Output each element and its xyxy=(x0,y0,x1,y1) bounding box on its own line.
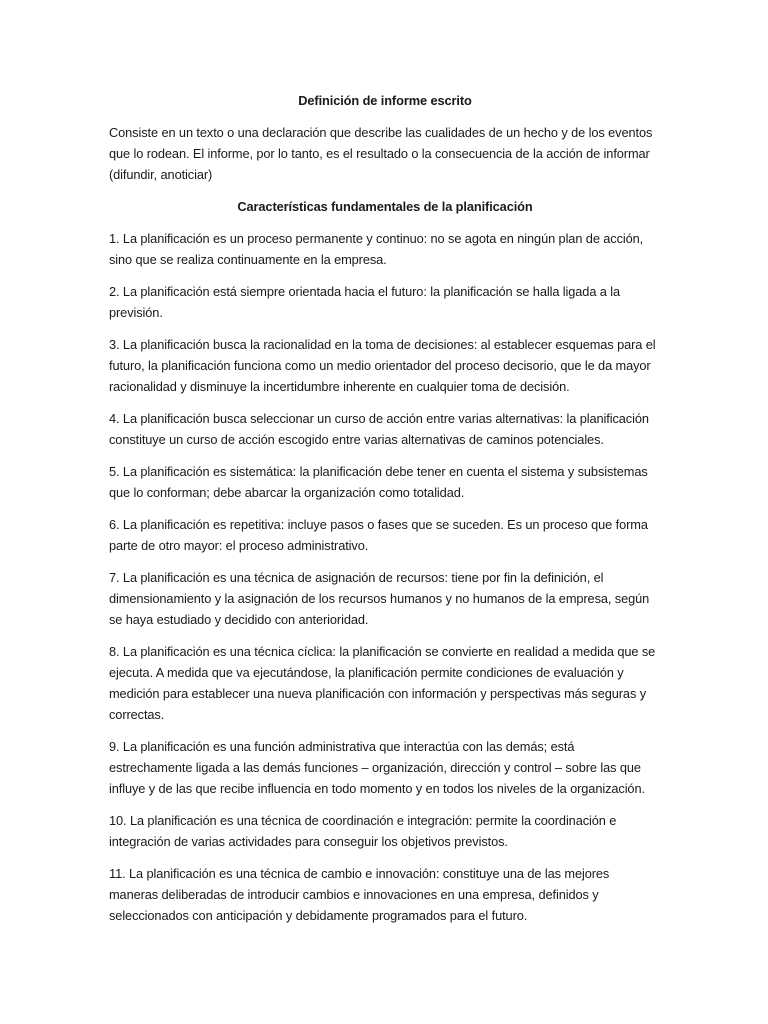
heading-caracteristicas: Características fundamentales de la planificación xyxy=(237,199,533,214)
list-item-2: 2. La planificación está siempre orientada hacia el futuro: la planificación se halla ligada a la previsión. xyxy=(109,284,621,320)
list-item-5: 5. La planificación es sistemática: la planificación debe tener en cuenta el sistema y subsistemas que lo conforman; debe abarcar la organización como totalidad. xyxy=(109,464,648,500)
document-body xyxy=(109,90,661,937)
heading-informe-escrito: Definición de informe escrito xyxy=(298,93,472,108)
intro-paragraph: Consiste en un texto o una declaración que describe las cualidades de un hecho y de los eventos que lo rodean. El informe, por lo tanto, es el resultado o la consecuencia de la acción de informar (difundir, anoticiar) xyxy=(109,125,653,182)
list-item-1: 1. La planificación es un proceso permanente y continuo: no se agota en ningún plan de acción, sino que se realiza continuamente en la empresa. xyxy=(109,231,644,267)
list-item-10: 10. La planificación es una técnica de coordinación e integración: permite la coordinación e integración de varias actividades para conseguir los objetivos previstos. xyxy=(109,813,617,849)
list-item-8: 8. La planificación es una técnica cíclica: la planificación se convierte en realidad a medida que se ejecuta. A medida que va ejecutándose, la planificación permite condiciones de evaluación y medición para establecer una nueva planificación con información y perspectivas más seguras y correctas. xyxy=(109,644,656,722)
list-item-3: 3. La planificación busca la racionalidad en la toma de decisiones: al establecer esquemas para el futuro, la planificación funciona como un medio orientador del proceso decisorio, que le da mayor racionalidad y disminuye la incertidumbre inherente en cualquier toma de decisión. xyxy=(109,337,656,394)
list-item-11: 11. La planificación es una técnica de cambio e innovación: constituye una de las mejores maneras deliberadas de introducir cambios e innovaciones en una empresa, definidos y seleccionados con anticipación y debidamente programados para el futuro. xyxy=(109,866,610,923)
list-item-7: 7. La planificación es una técnica de asignación de recursos: tiene por fin la definición, el dimensionamiento y la asignación de los recursos humanos y no humanos de la empresa, según se haya estudiado y decidido con anterioridad. xyxy=(109,570,650,627)
list-item-9: 9. La planificación es una función administrativa que interactúa con las demás; está estrechamente ligada a las demás funciones – organización, dirección y control – sobre las que influye y de las que recibe influencia en todo momento y en todos los niveles de la organización. xyxy=(109,739,645,796)
list-item-4: 4. La planificación busca seleccionar un curso de acción entre varias alternativas: la planificación constituye un curso de acción escogido entre varias alternativas de caminos potenciales. xyxy=(109,411,649,447)
list-item-6: 6. La planificación es repetitiva: incluye pasos o fases que se suceden. Es un proceso que forma parte de otro mayor: el proceso administrativo. xyxy=(109,517,648,553)
